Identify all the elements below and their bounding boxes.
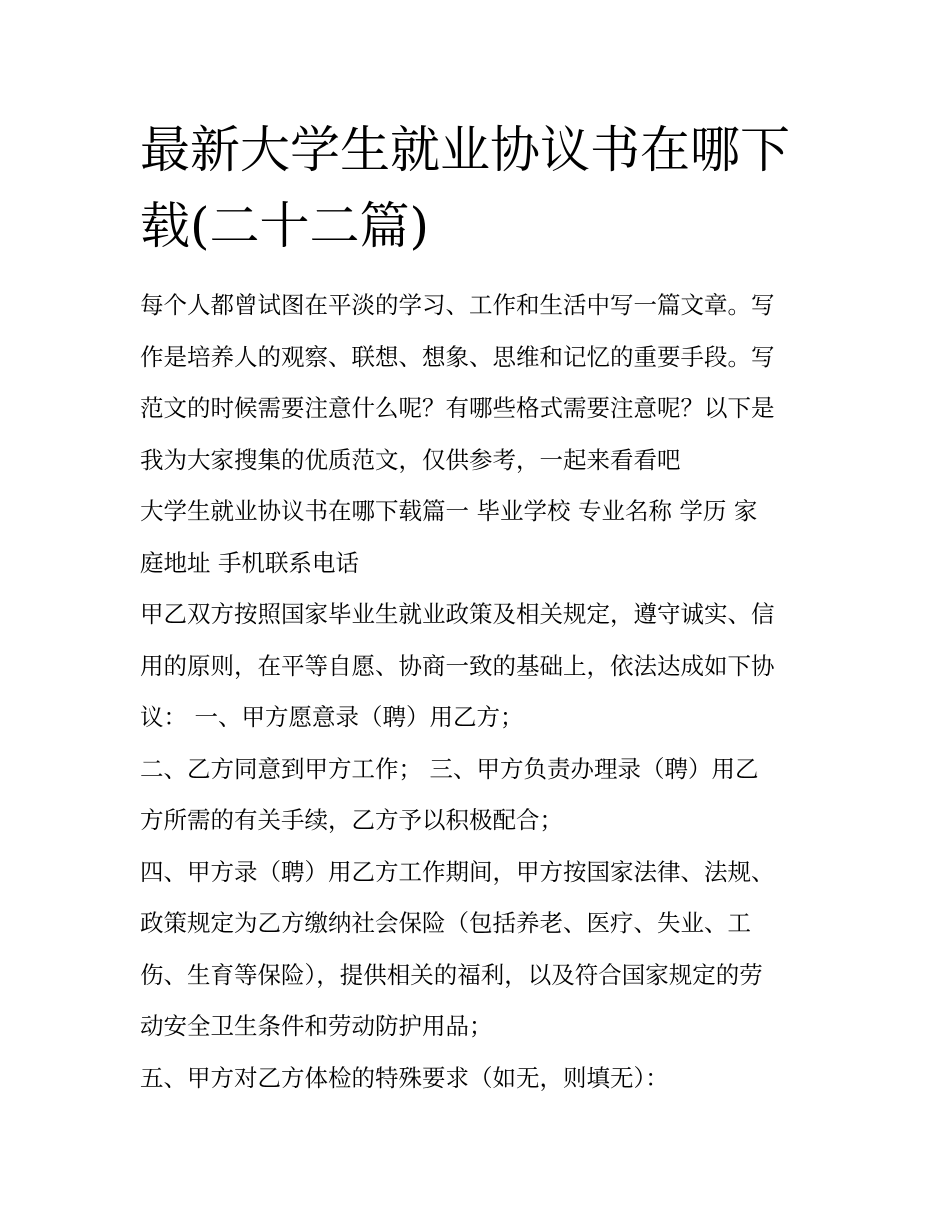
body-line: 甲乙双方按照国家毕业生就业政策及相关规定，遵守诚实、信 xyxy=(140,600,775,628)
title-line: 载(二十二篇) xyxy=(140,197,430,255)
body-line: 议： 一、甲方愿意录（聘）用乙方； xyxy=(140,703,524,731)
body-line: 作是培养人的观察、联想、想象、思维和记忆的重要手段。写 xyxy=(140,342,775,371)
body-line: 大学生就业协议书在哪下载篇一 毕业学校 专业名称 学历 家 xyxy=(140,497,758,525)
body-line: 范文的时候需要注意什么呢？有哪些格式需要注意呢？以下是 xyxy=(140,394,775,422)
body-line: 庭地址 手机联系电话 xyxy=(140,548,359,577)
document-body xyxy=(140,280,820,1104)
body-line: 政策规定为乙方缴纳社会保险（包括养老、医疗、失业、工 xyxy=(140,909,751,937)
document-title xyxy=(140,112,820,264)
title-line: 最新大学生就业协议书在哪下 xyxy=(140,121,790,179)
body-line: 动安全卫生条件和劳动防护用品； xyxy=(140,1012,493,1040)
body-line: 我为大家搜集的优质范文，仅供参考，一起来看看吧 xyxy=(140,445,681,474)
body-line: 每个人都曾试图在平淡的学习、工作和生活中写一篇文章。写 xyxy=(140,291,775,319)
body-line: 用的原则，在平等自愿、协商一致的基础上，依法达成如下协 xyxy=(140,651,775,680)
body-line: 二、乙方同意到甲方工作； 三、甲方负责办理录（聘）用乙 xyxy=(140,754,759,783)
body-line: 伤、生育等保险），提供相关的福利，以及符合国家规定的劳 xyxy=(140,960,763,989)
body-line: 方所需的有关手续，乙方予以积极配合； xyxy=(140,806,563,834)
body-line: 五、甲方对乙方体检的特殊要求（如无，则填无）： xyxy=(140,1063,669,1092)
body-line: 四、甲方录（聘）用乙方工作期间，甲方按国家法律、法规、 xyxy=(140,857,775,886)
